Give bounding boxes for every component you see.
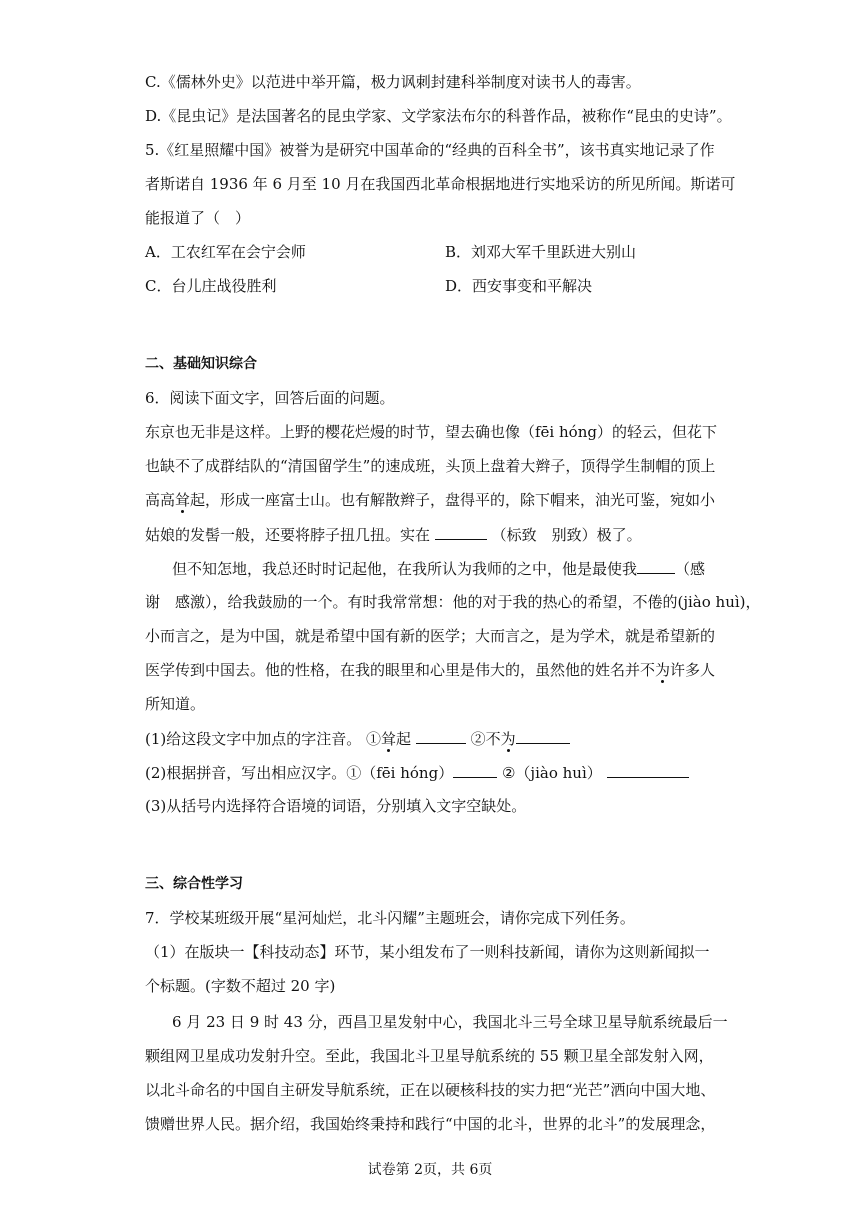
q6-passage-p1-line-3 (145, 490, 715, 510)
q5-stem-line-3: 能报道了（ ） (145, 209, 251, 227)
page-footer: 试卷第 2页，共 6页 (367, 1162, 493, 1178)
dotted-character: 为 (655, 661, 671, 679)
section-2-heading: 二、基础知识综合 (145, 356, 257, 372)
q7-news-line-1: 6 月 23 日 9 时 43 分，西昌卫星发射中心，我国北斗三号全球卫星导航系统最后一 (172, 1013, 728, 1031)
q6-passage-p2-line-4 (145, 660, 715, 680)
q5-option-a: A．工农红军在会宁会师 (145, 243, 306, 261)
text-segment: 但不知怎地，我总还时时记起他，在我所认为我师的之中，他是最使我 (172, 560, 638, 578)
text-segment: 起，形成一座富士山。也有解散辫子，盘得平的，除下帽来，油光可鉴，宛如小 (190, 491, 716, 509)
q7-stem: 7．学校某班级开展“星河灿烂，北斗闪耀”主题班会，请你完成下列任务。 (145, 909, 635, 927)
answer-blank[interactable] (453, 762, 497, 778)
q7-news-line-2: 颗组网卫星成功发射升空。至此，我国北斗卫星导航系统的 55 颗卫星全部发射入网， (145, 1047, 714, 1065)
q6-passage-p1-line-1: 东京也无非是这样。上野的樱花烂熳的时节，望去确也像（fēi hóng）的轻云，但花下 (145, 423, 717, 441)
section-3-heading: 三、综合性学习 (145, 876, 243, 892)
q4-option-c: C.《儒林外史》以范进中举开篇，极力讽刺封建科举制度对读书人的毒害。 (145, 73, 641, 91)
q6-passage-p2-line-2: 谢 感激），给我鼓励的一个。有时我常常想：他的对于我的热心的希望，不倦的(jiào huì)， (145, 593, 761, 611)
answer-blank[interactable] (637, 558, 675, 574)
q5-option-d: D．西安事变和平解决 (445, 277, 593, 295)
q5-stem-line-1: 5.《红星照耀中国》被誉为是研究中国革命的“经典的百科全书”，该书真实地记录了作 (145, 141, 715, 159)
dotted-character: 耸 (381, 730, 397, 748)
q6-passage-p2-line-3: 小而言之，是为中国，就是希望中国有新的医学；大而言之，是为学术，就是希望新的 (145, 627, 716, 645)
text-segment: ②不 (470, 730, 501, 748)
q6-stem: 6．阅读下面文字，回答后面的问题。 (145, 389, 395, 407)
q7-task-1-line-2: 个标题。(字数不超过 20 字) (145, 977, 336, 995)
q5-stem-line-2: 者斯诺自 1936 年 6 月至 10 月在我国西北革命根据地进行实地采访的所见所闻。斯诺可 (145, 175, 736, 193)
answer-blank[interactable] (516, 728, 570, 744)
text-segment: 起 (396, 730, 412, 748)
q5-option-c: C．台儿庄战役胜利 (145, 277, 277, 295)
q7-news-line-3: 以北斗命名的中国自主研发导航系统，正在以硬核科技的实力把“光芒”洒向中国大地、 (145, 1081, 716, 1099)
q5-option-b: B．刘邓大军千里跃进大别山 (445, 243, 637, 261)
answer-blank[interactable] (607, 762, 689, 778)
text-segment: 高高 (145, 491, 176, 509)
answer-blank[interactable] (435, 524, 487, 540)
q6-subquestion-3: (3)从括号内选择符合语境的词语，分别填入文字空缺处。 (145, 797, 527, 815)
q6-subquestion-2 (145, 762, 689, 783)
q6-passage-p1-line-2: 也缺不了成群结队的“清国留学生”的速成班，头顶上盘着大辫子，顶得学生制帽的顶上 (145, 457, 716, 475)
text-segment: （感 (675, 560, 706, 578)
text-segment: (1)给这段文字中加点的字注音。 ① (145, 730, 382, 748)
text-segment: (2)根据拼音，写出相应汉字。①（fēi hóng） (145, 764, 454, 782)
answer-blank[interactable] (416, 728, 466, 744)
q6-passage-p2-line-1 (172, 558, 705, 579)
text-segment: 医学传到中国去。他的性格，在我的眼里和心里是伟大的，虽然他的姓名并不 (145, 661, 656, 679)
q4-option-d: D.《昆虫记》是法国著名的昆虫学家、文学家法布尔的科普作品，被称作“昆虫的史诗”。 (145, 107, 732, 125)
dotted-character: 耸 (175, 491, 191, 509)
q7-task-1-line-1: （1）在版块一【科技动态】环节，某小组发布了一则科技新闻，请你为这则新闻拟一 (145, 943, 710, 961)
text-segment: 姑娘的发髻一般，还要将脖子扭几扭。实在 (145, 526, 431, 544)
dotted-character: 为 (500, 730, 516, 748)
q7-news-line-4: 馈赠世界人民。据介绍，我国始终秉持和践行“中国的北斗，世界的北斗”的发展理念， (145, 1115, 716, 1133)
q6-passage-p1-line-4 (145, 524, 642, 545)
text-segment: 许多人 (670, 661, 716, 679)
q6-passage-p2-line-5: 所知道。 (145, 695, 206, 713)
text-segment: ②（jiào huì） (501, 764, 602, 782)
text-segment: （标致 别致）极了。 (491, 526, 642, 544)
q6-subquestion-1 (145, 728, 570, 749)
